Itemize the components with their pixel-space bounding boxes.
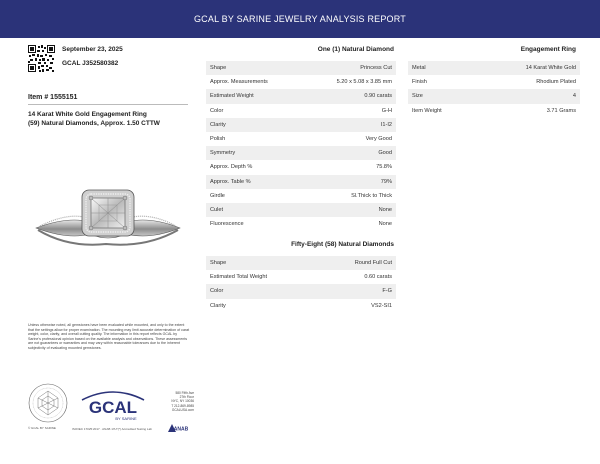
table-row <box>206 217 396 231</box>
address-line: T 212-869-8985 <box>171 403 194 408</box>
table-row <box>206 160 396 174</box>
side-diamonds-title: Fifty-Eight (58) Natural Diamonds <box>291 241 394 248</box>
table-row <box>206 75 396 89</box>
row-value: Rhodium Plated <box>536 79 576 86</box>
table-row <box>206 89 396 103</box>
table-row <box>206 146 396 160</box>
table-row <box>206 299 396 313</box>
row-label: Shape <box>210 65 227 72</box>
row-value: 5.20 x 5.08 x 3.85 mm <box>336 79 392 86</box>
svg-text:GCAL: GCAL <box>88 398 138 417</box>
row-label: Color <box>210 288 224 295</box>
table-row <box>206 256 396 270</box>
report-header-bar <box>0 0 600 38</box>
row-label: Approx. Measurements <box>210 79 268 86</box>
ring-photo <box>28 178 188 263</box>
diamond-seal-icon <box>28 383 68 423</box>
row-value: 79% <box>380 178 392 185</box>
row-label: Shape <box>210 260 227 267</box>
report-date: September 23, 2025 <box>62 46 123 53</box>
row-label: Estimated Weight <box>210 93 254 100</box>
table-row <box>206 284 396 298</box>
row-label: Estimated Total Weight <box>210 274 268 281</box>
row-value: 4 <box>572 93 576 100</box>
row-value: Good <box>378 150 392 157</box>
row-label: Polish <box>210 136 226 143</box>
row-label: Size <box>412 93 423 100</box>
row-value: I1-I2 <box>380 121 392 128</box>
row-label: Approx. Table % <box>210 178 251 185</box>
address-line: GCALUSA.com <box>171 407 194 412</box>
table-row <box>206 118 396 132</box>
row-value: 0.60 carats <box>364 274 392 281</box>
table-row <box>408 104 580 118</box>
item-description <box>28 110 193 128</box>
report-title: GCAL BY SARINE JEWELRY ANALYSIS REPORT <box>193 14 406 24</box>
row-label: Culet <box>210 206 224 213</box>
seal-caption: © GCAL BY SARINE <box>28 426 56 430</box>
table-row <box>206 104 396 118</box>
qr-code-icon <box>28 45 55 72</box>
address-line: NYC, NY 10036 <box>171 399 194 404</box>
item-description-line-2: (59) Natural Diamonds, Approx. 1.50 CTTW <box>28 120 160 127</box>
row-value: Round Full Cut <box>354 260 392 267</box>
row-label: Fluorescence <box>210 221 244 228</box>
report-id: GCAL J352580382 <box>62 60 119 67</box>
table-row <box>206 203 396 217</box>
row-value: 0.90 carats <box>364 93 392 100</box>
address-line: 580 Fifth Ave <box>175 391 194 395</box>
row-label: Item Weight <box>412 107 442 114</box>
table-row <box>206 189 396 203</box>
table-row <box>206 132 396 146</box>
gcal-logo <box>76 388 150 422</box>
item-description-line-1: 14 Karat White Gold Engagement Ring <box>28 111 147 118</box>
item-number: Item # 1555151 <box>28 94 78 101</box>
row-label: Clarity <box>210 121 226 128</box>
row-label: Finish <box>412 79 427 86</box>
row-value: 75.8% <box>376 164 392 171</box>
ring-title: Engagement Ring <box>520 46 576 53</box>
row-value: G-H <box>381 107 392 114</box>
disclaimer-text: Unless otherwise noted, all gemstones have been evaluated while mounted, and only to the extent that the settings allow for proper examination. The mounting may limit accurate determination of carat weight, color, clarity, and overall cutting quality. The information in this report reflects GCAL by Sarine's professional opinion based on the available analysis and observations. These assessments are not guarantees or warranties and may vary within reasonable tolerances due to the inherent subjectivity of evaluating mounted gemstones. <box>28 323 190 350</box>
row-value: VS2-SI1 <box>371 302 392 309</box>
address-line: 27th Floor <box>179 395 194 400</box>
row-value: Very Good <box>365 136 392 143</box>
row-value: Sl.Thick to Thick <box>351 192 392 199</box>
row-value: Princess Cut <box>360 65 392 72</box>
anab-label: ANAB <box>173 426 188 433</box>
table-row <box>206 175 396 189</box>
svg-text:BY SARINE: BY SARINE <box>115 416 137 421</box>
divider <box>28 104 188 105</box>
row-label: Symmetry <box>210 150 236 157</box>
row-value: 14 Karat White Gold <box>525 65 576 72</box>
table-row <box>206 270 396 284</box>
row-value: 3.71 Grams <box>546 107 576 114</box>
row-value: F-G <box>382 288 392 295</box>
center-diamond-title: One (1) Natural Diamond <box>317 46 394 53</box>
ring-table <box>408 61 580 118</box>
row-label: Clarity <box>210 302 226 309</box>
table-row <box>206 61 396 75</box>
row-label: Approx. Depth % <box>210 164 253 171</box>
accreditation-note: ISO/IEC 17025:2017 · ANAB 17LT(*) Accredited Testing Lab <box>72 427 152 431</box>
center-diamond-table <box>206 61 396 231</box>
table-row <box>408 89 580 103</box>
row-value: None <box>378 206 392 213</box>
row-label: Girdle <box>210 192 225 199</box>
lab-address <box>158 391 194 412</box>
side-diamonds-table <box>206 256 396 313</box>
table-row <box>408 75 580 89</box>
anab-badge-icon <box>166 422 188 434</box>
table-row <box>408 61 580 75</box>
row-label: Metal <box>412 65 426 72</box>
row-value: None <box>378 221 392 228</box>
row-label: Color <box>210 107 224 114</box>
